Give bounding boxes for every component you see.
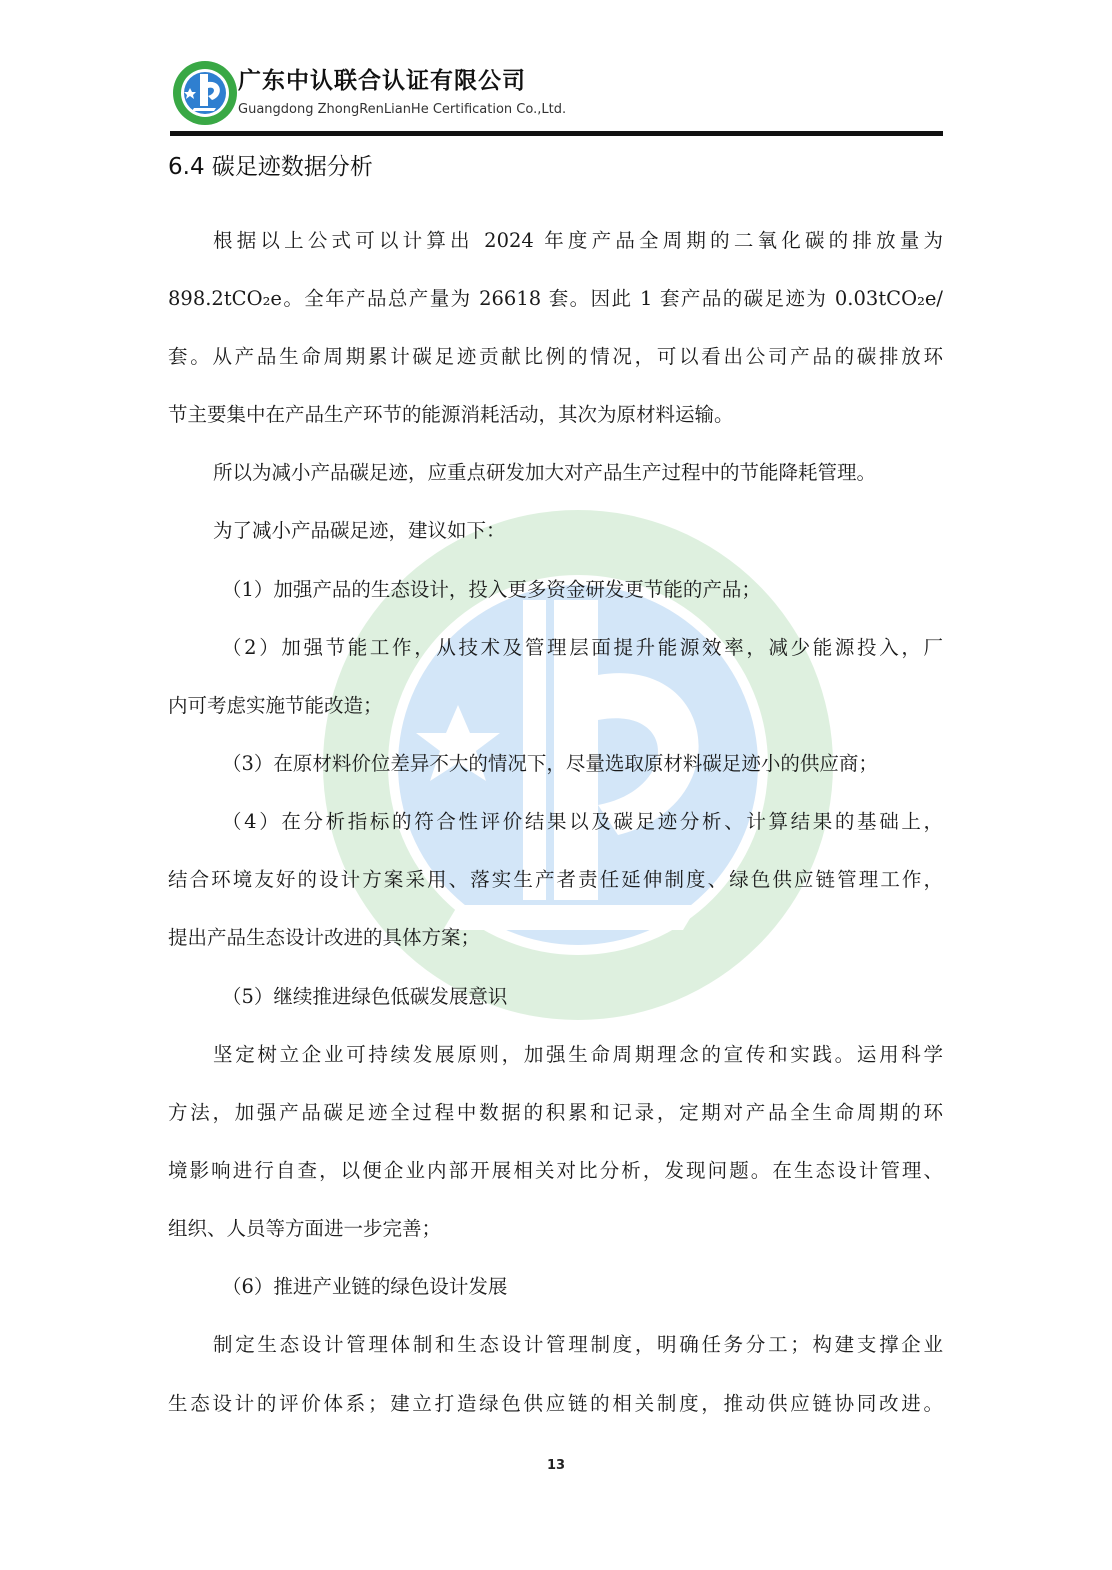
paragraph-line: 提出产品生态设计改进的具体方案； [168, 926, 481, 949]
section-title: 6.4 碳足迹数据分析 [168, 154, 373, 180]
paragraph-line: 制定生态设计管理体制和生态设计管理制度，明确任务分工；构建支撑企业 [213, 1333, 943, 1356]
company-name-en: Guangdong ZhongRenLianHe Certification Co.,Ltd. [238, 102, 567, 117]
list-item: （3）在原材料价位差异不大的情况下，尽量选取原材料碳足迹小的供应商； [222, 752, 878, 775]
paragraph-line: 境影响进行自查，以便企业内部开展相关对比分析，发现问题。在生态设计管理、 [168, 1159, 943, 1182]
company-logo-icon [172, 60, 238, 126]
company-name-cn: 广东中认联合认证有限公司 [238, 68, 526, 94]
paragraph-line: 结合环境友好的设计方案采用、落实生产者责任延伸制度、绿色供应链管理工作， [168, 868, 943, 891]
list-item: （4）在分析指标的符合性评价结果以及碳足迹分析、计算结果的基础上， [222, 810, 943, 833]
list-item: （5）继续推进绿色低碳发展意识 [222, 985, 508, 1008]
header-divider [170, 131, 943, 136]
page-header [170, 52, 943, 132]
list-item: （2）加强节能工作，从技术及管理层面提升能源效率，减少能源投入，厂 [222, 636, 943, 659]
paragraph-line: 节主要集中在产品生产环节的能源消耗活动，其次为原材料运输。 [168, 403, 734, 426]
page-number: 13 [546, 1458, 566, 1473]
paragraph-line: 坚定树立企业可持续发展原则，加强生命周期理念的宣传和实践。运用科学 [213, 1043, 943, 1066]
paragraph-line: 根据以上公式可以计算出 2024 年度产品全周期的二氧化碳的排放量为 [213, 229, 943, 252]
list-item: （6）推进产业链的绿色设计发展 [222, 1275, 508, 1298]
paragraph-line: 组织、人员等方面进一步完善； [168, 1217, 442, 1240]
paragraph-line: 所以为减小产品碳足迹，应重点研发加大对产品生产过程中的节能降耗管理。 [213, 461, 877, 484]
paragraph-line: 内可考虑实施节能改造； [168, 694, 383, 717]
paragraph-line: 为了减小产品碳足迹，建议如下： [213, 519, 506, 542]
paragraph-line: 套。从产品生命周期累计碳足迹贡献比例的情况，可以看出公司产品的碳排放环 [168, 345, 943, 368]
paragraph-line: 方法，加强产品碳足迹全过程中数据的积累和记录，定期对产品全生命周期的环 [168, 1101, 943, 1124]
paragraph-line: 生态设计的评价体系；建立打造绿色供应链的相关制度，推动供应链协同改进。 [168, 1392, 943, 1415]
paragraph-line: 898.2tCO₂e。全年产品总产量为 26618 套。因此 1 套产品的碳足迹为 0.03tCO₂e/ [168, 287, 943, 310]
list-item: （1）加强产品的生态设计，投入更多资金研发更节能的产品； [222, 578, 761, 601]
